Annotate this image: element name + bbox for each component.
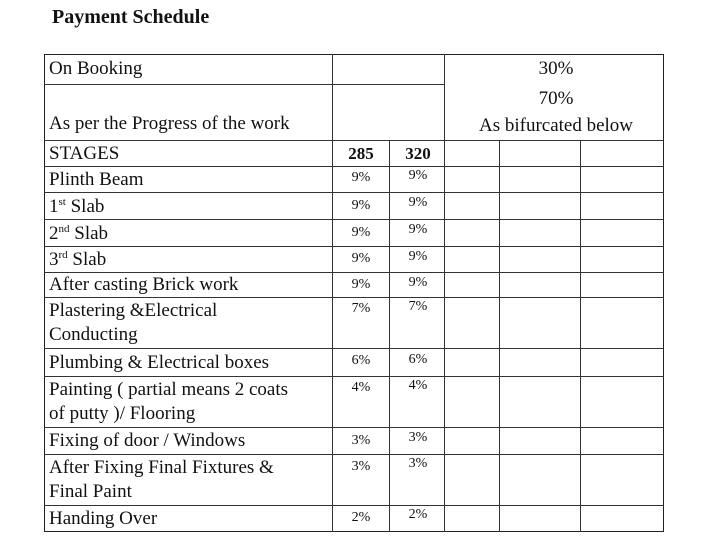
stage-label-cont: of putty )/ Flooring — [49, 403, 196, 424]
pct-320: 9% — [408, 222, 428, 237]
row-divider — [44, 297, 664, 298]
col-320-header: 320 — [405, 144, 431, 163]
col-divider — [389, 140, 390, 532]
pct-320: 6% — [408, 352, 428, 367]
row-divider — [44, 84, 444, 85]
pct-320: 9% — [408, 195, 428, 210]
stage-label: Fixing of door / Windows — [49, 430, 246, 451]
row-divider — [44, 246, 664, 247]
pct-320: 9% — [408, 168, 428, 183]
progress-label: As per the Progress of the work — [49, 113, 290, 134]
stage-label: 2nd Slab — [49, 223, 109, 244]
pct-285: 9% — [351, 225, 371, 240]
stage-label-cont: Conducting — [49, 324, 138, 345]
pct-320: 7% — [408, 299, 428, 314]
row-divider — [44, 348, 664, 349]
progress-percent: 70% — [538, 88, 574, 109]
pct-285: 7% — [351, 301, 371, 316]
on-booking-label: On Booking — [49, 58, 143, 79]
pct-285: 3% — [351, 433, 371, 448]
row-divider — [44, 166, 664, 167]
pct-320: 9% — [408, 275, 428, 290]
pct-285: 3% — [351, 459, 371, 474]
pct-285: 9% — [351, 277, 371, 292]
row-divider — [44, 376, 664, 377]
stages-header: STAGES — [49, 143, 120, 164]
col-divider — [499, 140, 500, 532]
page-title: Payment Schedule — [52, 6, 210, 28]
pct-320: 4% — [408, 378, 428, 393]
stage-label: 1st Slab — [49, 196, 105, 217]
pct-285: 9% — [351, 251, 371, 266]
row-divider — [44, 427, 664, 428]
pct-320: 9% — [408, 249, 428, 264]
row-divider — [44, 505, 664, 506]
row-divider — [44, 140, 664, 141]
row-divider — [44, 454, 664, 455]
pct-285: 6% — [351, 353, 371, 368]
stage-label: After Fixing Final Fixtures & — [49, 457, 274, 478]
pct-285: 2% — [351, 510, 371, 525]
pct-320: 3% — [408, 456, 428, 471]
stage-label-cont: Final Paint — [49, 481, 132, 502]
pct-285: 9% — [351, 198, 371, 213]
stage-label: After casting Brick work — [49, 274, 239, 295]
stage-label: Plumbing & Electrical boxes — [49, 352, 270, 373]
pct-285: 9% — [351, 170, 371, 185]
booking-percent: 30% — [538, 58, 574, 79]
stage-label: Plinth Beam — [49, 169, 144, 190]
col-divider — [444, 54, 445, 532]
stage-label: Handing Over — [49, 508, 158, 529]
row-divider — [44, 272, 664, 273]
col-divider — [580, 140, 581, 532]
col-285-header: 285 — [348, 144, 374, 163]
stage-label: Painting ( partial means 2 coats — [49, 379, 289, 400]
pct-320: 3% — [408, 430, 428, 445]
row-divider — [44, 192, 664, 193]
row-divider — [44, 219, 664, 220]
stage-label: 3rd Slab — [49, 249, 107, 270]
pct-285: 4% — [351, 380, 371, 395]
stage-label: Plastering &Electrical — [49, 300, 218, 321]
pct-320: 2% — [408, 507, 428, 522]
bifurcated-note: As bifurcated below — [478, 115, 634, 136]
col-divider — [332, 54, 333, 532]
